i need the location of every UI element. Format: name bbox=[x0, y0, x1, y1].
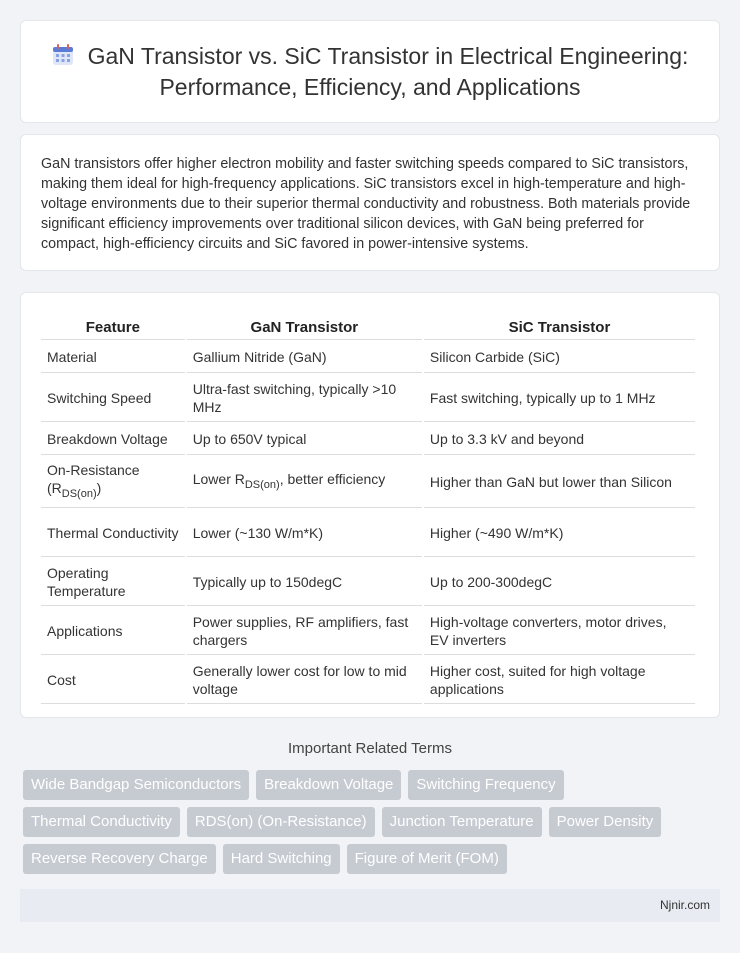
cell-feature: Material bbox=[41, 342, 185, 373]
tag-thermal-conductivity[interactable]: Thermal Conductivity bbox=[23, 807, 180, 837]
cell-sic: Silicon Carbide (SiC) bbox=[424, 342, 695, 373]
onres-subscript: DS(on) bbox=[61, 487, 97, 500]
title-card bbox=[20, 20, 720, 123]
footer bbox=[20, 889, 720, 922]
onres-label: On-Resistance (R bbox=[47, 462, 140, 497]
cell-sic: Higher than GaN but lower than Silicon bbox=[424, 457, 695, 508]
header-gan: GaN Transistor bbox=[187, 313, 422, 340]
tag-hard-switching[interactable]: Hard Switching bbox=[223, 844, 340, 874]
cell-gan: Typically up to 150degC bbox=[187, 559, 422, 606]
intro-card bbox=[20, 134, 720, 271]
cell-sic: Up to 3.3 kV and beyond bbox=[424, 424, 695, 455]
table-row bbox=[41, 657, 695, 704]
cell-gan: Up to 650V typical bbox=[187, 424, 422, 455]
table-header-row bbox=[41, 313, 695, 340]
onres-gan-end: , better efficiency bbox=[279, 471, 386, 488]
table-row bbox=[41, 457, 695, 508]
related-terms-heading: Important Related Terms bbox=[288, 740, 452, 757]
tag-power-density[interactable]: Power Density bbox=[549, 807, 662, 837]
cell-feature: Cost bbox=[41, 657, 185, 704]
table-row bbox=[41, 342, 695, 373]
cell-sic: Fast switching, typically up to 1 MHz bbox=[424, 375, 695, 422]
cell-feature: Operating Temperature bbox=[41, 559, 185, 606]
cell-gan: Ultra-fast switching, typically >10 MHz bbox=[187, 375, 422, 422]
table-row bbox=[41, 510, 695, 557]
comparison-card bbox=[20, 292, 720, 718]
onres-label-end: ) bbox=[96, 480, 102, 497]
cell-gan bbox=[187, 457, 422, 508]
header-sic: SiC Transistor bbox=[424, 313, 695, 340]
intro-paragraph: GaN transistors offer higher electron mobility and faster switching speeds compared to SiC transistors, making them ideal for high-frequency applications. SiC transistors excel in high-temperature and high-voltage environments due to their superior thermal conductivity and robustness. Both materials provide significant efficiency improvements over traditional silicon devices, with GaN being preferred for compact, high-efficiency circuits and SiC favored in power-intensive systems. bbox=[41, 156, 691, 252]
table-row bbox=[41, 375, 695, 422]
tag-breakdown-voltage[interactable]: Breakdown Voltage bbox=[256, 770, 401, 800]
tag-reverse-recovery-charge[interactable]: Reverse Recovery Charge bbox=[23, 844, 216, 874]
tag-switching-frequency[interactable]: Switching Frequency bbox=[408, 770, 563, 800]
comparison-table bbox=[39, 311, 697, 706]
related-terms-section bbox=[20, 740, 720, 874]
footer-site[interactable]: Njnir.com bbox=[659, 898, 710, 912]
cell-sic: Higher cost, suited for high voltage applications bbox=[424, 657, 695, 704]
tag-figure-of-merit[interactable]: Figure of Merit (FOM) bbox=[347, 844, 507, 874]
calendar-icon bbox=[52, 43, 74, 65]
cell-gan: Generally lower cost for low to mid voltage bbox=[187, 657, 422, 704]
page-title-text: GaN Transistor vs. SiC Transistor in Electrical Engineering: Performance, Efficiency, and Applications bbox=[87, 42, 689, 100]
table-row bbox=[41, 424, 695, 455]
cell-gan: Lower (~130 W/m*K) bbox=[187, 510, 422, 557]
cell-feature: Switching Speed bbox=[41, 375, 185, 422]
cell-feature: Breakdown Voltage bbox=[41, 424, 185, 455]
related-terms-tags bbox=[20, 770, 720, 874]
table-row bbox=[41, 559, 695, 606]
cell-feature: Applications bbox=[41, 608, 185, 655]
cell-gan: Gallium Nitride (GaN) bbox=[187, 342, 422, 373]
page-title bbox=[50, 41, 690, 103]
cell-feature bbox=[41, 457, 185, 508]
tag-junction-temperature[interactable]: Junction Temperature bbox=[382, 807, 542, 837]
table-row bbox=[41, 608, 695, 655]
cell-sic: Up to 200-300degC bbox=[424, 559, 695, 606]
onres-gan-label: Lower R bbox=[192, 471, 245, 488]
cell-sic: Higher (~490 W/m*K) bbox=[424, 510, 695, 557]
cell-gan: Power supplies, RF amplifiers, fast chargers bbox=[187, 608, 422, 655]
tag-wide-bandgap[interactable]: Wide Bandgap Semiconductors bbox=[23, 770, 249, 800]
cell-feature: Thermal Conductivity bbox=[41, 510, 185, 557]
cell-sic: High-voltage converters, motor drives, EV inverters bbox=[424, 608, 695, 655]
header-feature: Feature bbox=[41, 313, 185, 340]
onres-gan-subscript: DS(on) bbox=[244, 478, 280, 491]
tag-rds-on[interactable]: RDS(on) (On-Resistance) bbox=[187, 807, 375, 837]
